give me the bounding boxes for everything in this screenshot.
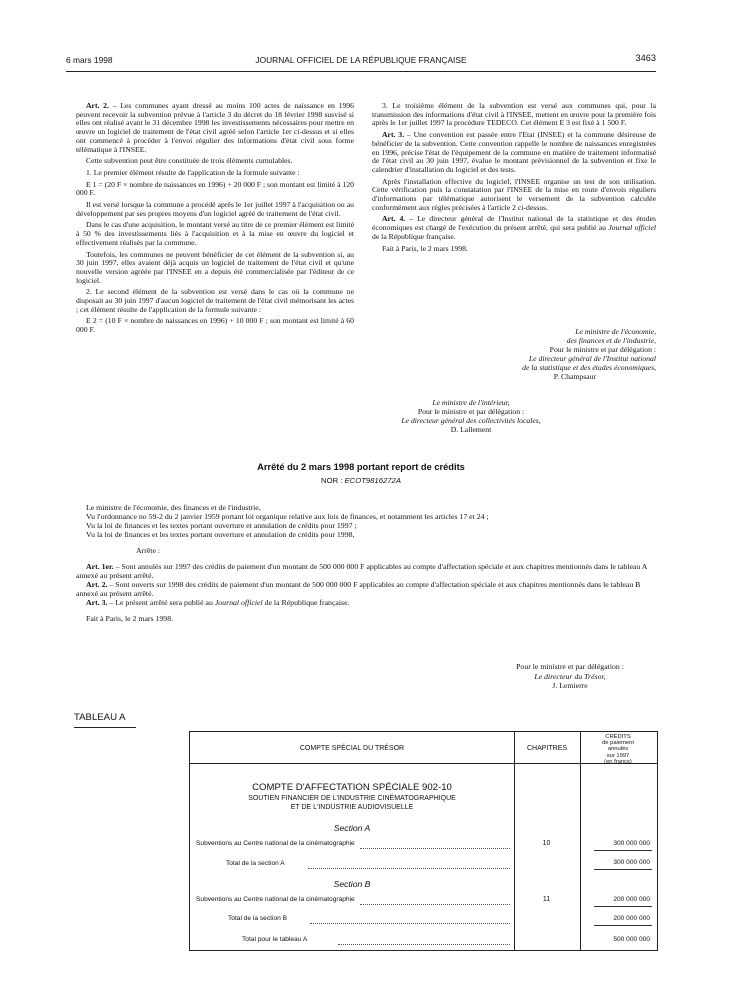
nor-reference	[66, 476, 656, 485]
tableau-a-label: TABLEAU A	[74, 712, 126, 723]
row-chapter: 10	[542, 840, 551, 847]
credits-header-line: sur 1997	[606, 752, 630, 759]
arrete-body	[76, 503, 656, 623]
paragraph: 3. Le troisième élément de la subvention est versé aux communes qui, pour la transmission des informations d'état civil à l'INSEE, mettent en œuvre pour la première fois après le 1er juillet 1997 la procédure TEDECO. Cet élément E 3 est fixé à 1 500 F.	[372, 101, 656, 128]
dot-leader	[310, 923, 510, 924]
paragraph: 2. Le second élément de la subvention est versé dans le cas où la commune ne disposait au 30 juin 1997 d'aucun logiciel de traitement de l'état civil mémorisant les actes ; cet élément résulte de l'application de la formule suivante :	[76, 287, 354, 314]
sig-line: Le directeur général de l'Institut national	[528, 354, 656, 364]
nor-label: NOR :	[321, 476, 345, 485]
article-2-text: – Sont ouverts sur 1998 des crédits de paiement d'un montant de 500 000 000 F applicables au compte d'affectation spéciale et aux chapitres mentionnés dans le tableau B annexé au présent arrêté.	[76, 580, 641, 598]
dot-leader	[308, 868, 510, 869]
grand-total-amount: 500 000 000	[613, 936, 650, 943]
left-column	[76, 102, 354, 338]
row-label: Subventions au Centre national de la cinématographie	[196, 896, 355, 903]
formula-e2: E 2 = (10 F × nombre de naissances en 1996) + 10 000 F ; son montant est limité à 60 000 F.	[76, 316, 354, 335]
total-label: Total de la section A	[226, 860, 285, 867]
article-3-text: – Une convention est passée entre l'Etat (INSEE) et la commune désireuse de bénéficier de la subvention. Cette convention rappelle le nombre de naissances enregistrées en 1996, précise l'état de l'équipement de la commune en matière de traitement informatisé de l'état civil au 30 juin 1997, évalue le montant prévisionnel de la subvention et fixe le calendrier d'installation du logiciel et des tests.	[372, 130, 656, 174]
dot-leader	[360, 904, 510, 905]
dot-leader	[360, 848, 510, 849]
nor-code: ECOT9816272A	[344, 476, 401, 485]
article-2-text: – Les communes ayant dressé au moins 100 actes de naissance en 1996 peuvent recevoir la subvention prévue à l'article 3 du décret du 18 février 1998 susvisé si elles ont réalisé avant le 31 décembre 1998 les investissements nécessaires pour mettre en œuvre un logiciel de traitement de l'état civil agréé selon l'article 1er ci-dessus et si elles ont commencé à procéder à l'envoi régulier des informations d'état civil sous forme télématique à l'INSEE.	[76, 101, 354, 154]
section-a-heading: Section A	[333, 823, 371, 833]
right-column	[372, 102, 656, 256]
sig-line: Le directeur du Trésor,	[534, 671, 606, 681]
article-4-text-end: de la République française.	[372, 231, 456, 241]
visa-line: Vu la loi de finances et les textes portant ouverture et annulation de crédits pour 1997 ;	[86, 521, 357, 530]
total-amount: 200 000 000	[613, 915, 650, 922]
arrete-label: Arrête :	[136, 546, 161, 555]
amount-underline	[594, 869, 652, 870]
paragraph: Il est versé lorsque la commune a procédé après le 1er juillet 1997 à l'acquisition ou au développement par ses propres moyens d'un logiciel agréé de traitement de l'état civil.	[76, 200, 354, 218]
column-header-account: COMPTE SPÉCIAL DU TRÉSOR	[299, 745, 405, 752]
total-label: Total de la section B	[228, 915, 288, 922]
signatory-name: P. Champsaur	[553, 372, 596, 382]
article-2	[76, 102, 354, 154]
header-date: 6 mars 1998	[66, 55, 113, 65]
sig-line: Pour le ministre et par délégation :	[549, 345, 656, 355]
paragraph: Toutefois, les communes ne peuvent bénéficier de cet élément de la subvention si, au 30 juin 1997, elles avaient déjà acquis un logiciel de traitement de l'état civil et qu'une nouvelle version agréée par l'INSEE en a depuis été commercialisée par l'éditeur de ce logiciel.	[76, 249, 354, 285]
page-header	[66, 55, 656, 69]
article-1	[76, 562, 656, 580]
sig-line: Le ministre de l'économie,	[575, 327, 656, 336]
article-3-arrete	[76, 598, 656, 607]
journal-officiel-ref: Journal officiel	[608, 223, 656, 233]
article-4-label: Art. 4.	[382, 214, 406, 224]
article-3-text-end: de la République française.	[262, 598, 350, 607]
sig-line: Le directeur général des collectivités locales,	[401, 416, 541, 426]
column-header-credits	[580, 734, 656, 765]
paragraph: Après l'installation effective du logiciel, l'INSEE organise un test de son utilisation. Cette vérification puis la constatation par l'INSEE de la mise en route d'envois réguliers d'informations par télématique autorisent le versement de la subvention calculée conformément aux règles précisées à l'article 2 ci-dessus.	[372, 176, 656, 212]
visa-line: Vu l'ordonnance no 59-2 du 2 janvier 1959 portant loi organique relative aux lois de finances, et notamment les articles 17 et 24 ;	[86, 512, 489, 521]
article-2-label: Art. 2.	[86, 101, 109, 110]
tableau-label-underline	[74, 727, 136, 728]
signature-interior	[372, 398, 570, 434]
credits-header-line: (en francs)	[604, 758, 632, 765]
done-at: Fait à Paris, le 2 mars 1998.	[86, 614, 174, 623]
article-4	[372, 215, 656, 241]
sig-line: Le ministre de l'intérieur,	[432, 398, 510, 407]
signature-tresor	[480, 662, 660, 691]
article-1-text: – Sont annulés sur 1997 des crédits de paiement d'un montant de 500 000 000 F applicables au compte d'affectation spéciale et aux chapitres mentionnés dans le tableau A annexé au présent arrêté.	[76, 562, 648, 580]
tableau-a	[189, 731, 658, 951]
row-chapter: 11	[542, 896, 551, 903]
row-amount: 200 000 000	[613, 896, 650, 903]
amount-underline	[594, 925, 652, 926]
header-rule	[66, 71, 656, 72]
account-subtitle: SOUTIEN FINANCIER DE L'INDUSTRIE CINÉMATOGRAPHIQUE	[248, 795, 456, 802]
row-amount: 300 000 000	[613, 840, 650, 847]
signature-economy	[372, 327, 656, 382]
article-2-arrete	[76, 580, 656, 598]
credits-header-line: de paiement	[602, 740, 634, 747]
paragraph: 1. Le premier élément résulte de l'application de la formule suivante :	[86, 167, 300, 177]
credits-header-line: annulés	[607, 746, 629, 753]
account-subtitle: ET DE L'INDUSTRIE AUDIOVISUELLE	[290, 804, 414, 811]
sig-line: des finances et de l'industrie,	[566, 336, 656, 346]
article-3-label: Art. 3.	[86, 598, 108, 607]
sig-line: Pour le ministre et par délégation :	[417, 407, 525, 417]
header-page-number: 3463	[635, 53, 656, 63]
visa-line: Le ministre de l'économie, des finances et de l'industrie,	[86, 503, 261, 512]
paragraph: Dans le cas d'une acquisition, le montant versé au titre de ce premier élément est limité à 50 % des investissements liés à l'acquisition et à la mise en œuvre du logiciel et effectivement réalisés par la commune.	[76, 220, 354, 247]
account-title: COMPTE D'AFFECTATION SPÉCIALE 902-10	[252, 782, 452, 793]
sig-line: de la statistique et des études économiques,	[522, 363, 656, 373]
journal-officiel-ref: Journal officiel	[214, 598, 263, 607]
paragraph: Cette subvention peut être constituée de trois éléments cumulables.	[86, 156, 293, 166]
article-1-label: Art. 1er.	[86, 562, 114, 571]
article-4-text: – Le directeur général de l'Institut national de la statistique et des études économiques est chargé de l'exécution du présent arrêté, qui sera publié au	[372, 214, 657, 233]
amount-underline	[594, 850, 652, 851]
visa-line: Vu la loi de finances et les textes portant ouverture et annulation de crédits pour 1998,	[86, 530, 355, 539]
total-amount: 300 000 000	[613, 859, 650, 866]
sig-line: Pour le ministre et par délégation :	[516, 662, 624, 671]
article-3	[372, 131, 656, 175]
row-label: Subventions au Centre national de la cinématographie	[196, 840, 355, 847]
section-b-heading: Section B	[333, 879, 371, 889]
signatory-name: D. Lallement	[450, 425, 492, 435]
credits-header-line: CRÉDITS	[605, 734, 631, 740]
column-header-chapters: CHAPITRES	[526, 745, 568, 752]
article-2-label: Art. 2.	[86, 580, 108, 589]
grand-total-label: Total pour le tableau A	[242, 936, 308, 943]
formula-e1: E 1 = (20 F × nombre de naissances en 1996) + 20 000 F ; son montant est limité à 120 000 F.	[76, 179, 354, 198]
dot-leader	[338, 944, 510, 945]
amount-underline	[594, 906, 652, 907]
arrete-title: Arrêté du 2 mars 1998 portant report de crédits	[257, 462, 465, 472]
done-at: Fait à Paris, le 2 mars 1998.	[382, 243, 468, 253]
article-3-text: – Le présent arrêté sera publié au	[107, 598, 215, 607]
article-3-label: Art. 3.	[382, 130, 405, 140]
signatory-name: J. Lemierre	[552, 681, 588, 691]
header-journal-title: JOURNAL OFFICIEL DE LA RÉPUBLIQUE FRANÇAISE	[255, 55, 467, 65]
